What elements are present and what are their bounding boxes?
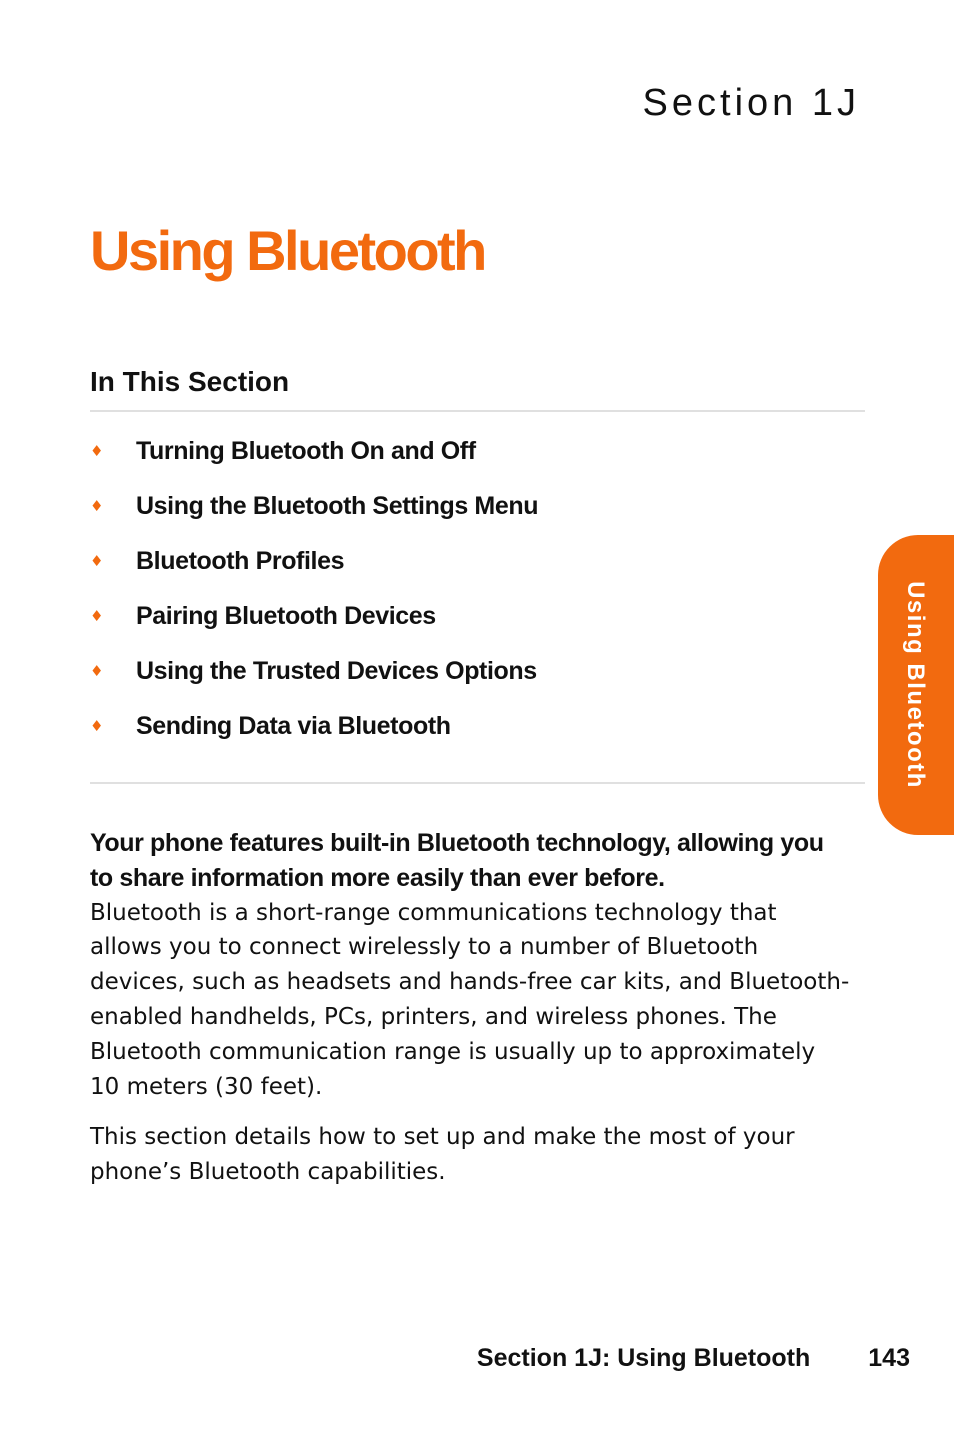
toc-item	[90, 599, 865, 654]
toc-item-text: Sending Data via Bluetooth	[136, 712, 451, 740]
page-footer	[477, 1344, 910, 1373]
page-title: Using Bluetooth	[90, 219, 485, 282]
toc-item	[90, 434, 865, 489]
diamond-bullet-icon: ♦	[90, 552, 104, 570]
diamond-bullet-icon: ♦	[90, 497, 104, 515]
toc-list	[90, 412, 865, 784]
toc-item-text: Turning Bluetooth On and Off	[136, 437, 476, 465]
section-label: Section 1J	[642, 82, 860, 124]
body-text	[90, 826, 850, 1190]
bluetooth-description: Bluetooth is a short-range communications technology that allows you to connect wirelessly to a number of Bluetooth devices, such as headsets and hands-free car kits, and Bluetooth-enabled handhelds, PCs, printers, and wireless phones. The Bluetooth communication range is usually up to approximately 10 meters (30 feet).	[90, 899, 850, 1100]
page-number: 143	[868, 1344, 910, 1372]
toc-item	[90, 654, 865, 709]
section-summary: This section details how to set up and make the most of your phone’s Bluetooth capabilities.	[90, 1124, 795, 1186]
side-tab	[878, 535, 954, 835]
footer-section-text: Section 1J: Using Bluetooth	[476, 1344, 811, 1372]
toc-item	[90, 544, 865, 599]
diamond-bullet-icon: ♦	[90, 607, 104, 625]
diamond-bullet-icon: ♦	[90, 442, 104, 460]
toc-item	[90, 709, 865, 764]
toc-heading: In This Section	[90, 362, 865, 412]
intro-paragraph	[90, 826, 850, 1104]
side-tab-label: Using Bluetooth	[902, 581, 929, 789]
toc-item-text: Using the Trusted Devices Options	[136, 657, 537, 685]
toc-item	[90, 489, 865, 544]
toc-item-text: Bluetooth Profiles	[136, 547, 345, 575]
diamond-bullet-icon: ♦	[90, 662, 104, 680]
toc-item-text: Using the Bluetooth Settings Menu	[136, 492, 539, 520]
intro-bold-text: Your phone features built-in Bluetooth technology, allowing you to share information more easily than ever before.	[90, 829, 824, 892]
toc-item-text: Pairing Bluetooth Devices	[136, 602, 436, 630]
in-this-section-box	[90, 362, 865, 784]
diamond-bullet-icon: ♦	[90, 717, 104, 735]
